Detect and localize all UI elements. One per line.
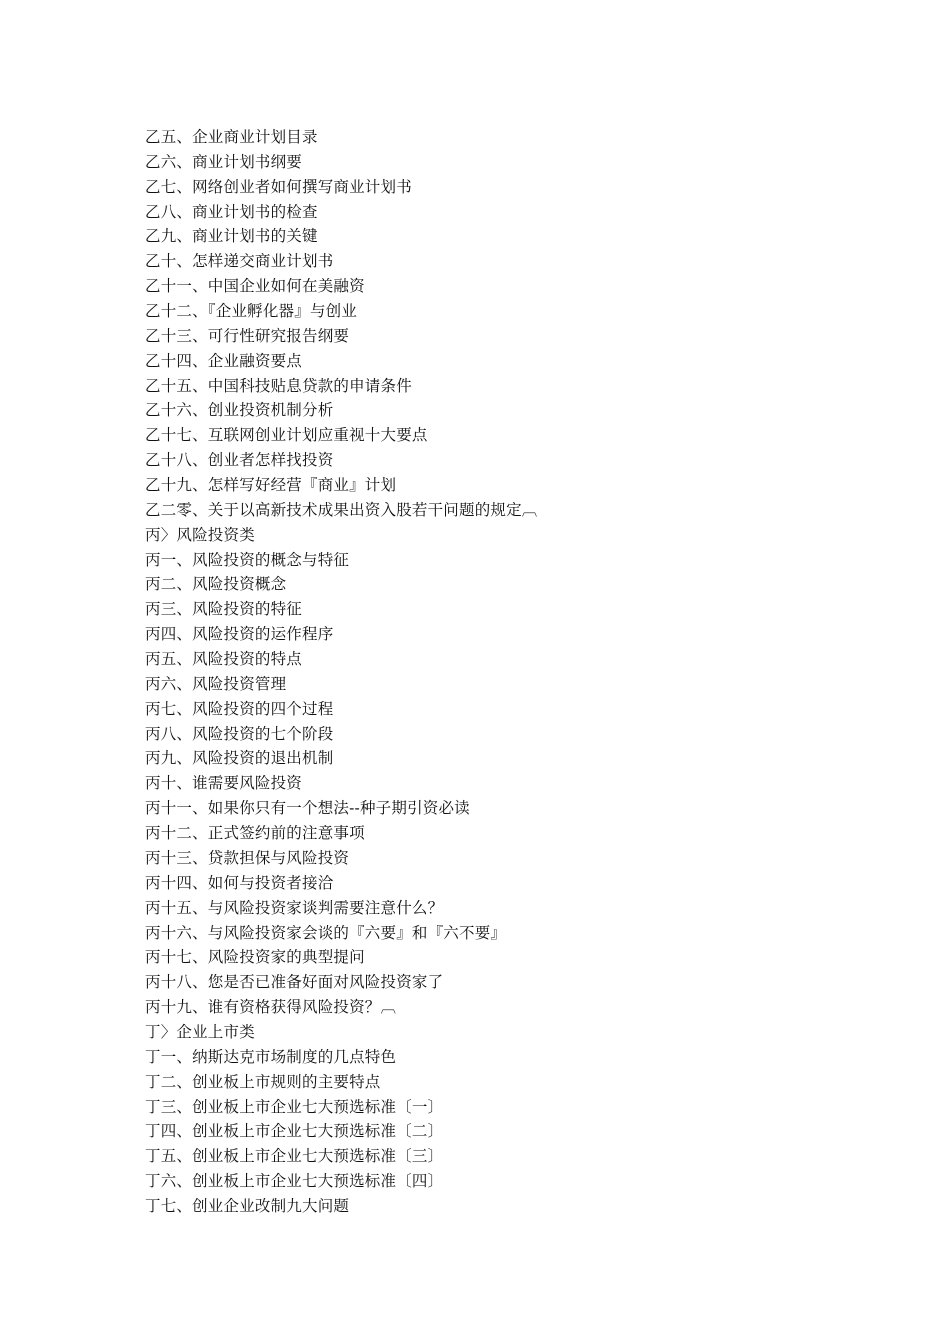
toc-line: 乙六、商业计划书纲要 [145, 152, 303, 171]
toc-line: 丙一、风险投资的概念与特征 [145, 550, 350, 569]
toc-line: 丁六、创业板上市企业七大预选标准〔四〕 [145, 1172, 444, 1191]
toc-line: 丁二、创业板上市规则的主要特点 [145, 1072, 381, 1091]
toc-line: 丙四、风险投资的运作程序 [145, 625, 334, 644]
toc-line: 丁一、纳斯达克市场制度的几点特色 [145, 1047, 397, 1066]
section-heading: 丁〉企业上市类 [145, 1022, 255, 1041]
toc-line: 丙八、风险投资的七个阶段 [145, 724, 334, 743]
toc-line: 丙十六、与风险投资家会谈的『六要』和『六不要』 [145, 923, 507, 942]
toc-line: 乙十八、创业者怎样找投资 [145, 451, 334, 470]
toc-line: 丙二、风险投资概念 [145, 575, 287, 594]
toc-line: 丙十二、正式签约前的注意事项 [145, 824, 365, 843]
toc-line: 丁七、创业企业改制九大问题 [145, 1196, 350, 1215]
toc-line: 乙十一、中国企业如何在美融资 [145, 277, 365, 296]
toc-line: 乙五、企业商业计划目录 [145, 128, 318, 146]
toc-line: 乙十四、企业融资要点 [145, 351, 303, 370]
toc-line: 乙十六、创业投资机制分析 [145, 401, 334, 420]
toc-line: 丙十一、如果你只有一个想法--种子期引资必读 [145, 799, 470, 818]
section-heading: 丙〉风险投资类 [145, 525, 255, 544]
toc-line: 丙十七、风险投资家的典型提问 [145, 948, 365, 967]
toc-line: 丁五、创业板上市企业七大预选标准〔三〕 [145, 1147, 444, 1166]
toc-line: 乙十二、『企业孵化器』与创业 [145, 302, 358, 321]
toc-line: 丙十五、与风险投资家谈判需要注意什么？ [145, 898, 444, 917]
toc-line: 丙七、风险投资的四个过程 [145, 699, 334, 718]
toc-line: 乙二零、关于以高新技术成果出资入股若干问题的规定︹ [145, 500, 538, 519]
toc-line: 丙十四、如何与投资者接洽 [145, 873, 334, 892]
toc-line: 丙十八、您是否已准备好面对风险投资家了 [145, 973, 444, 992]
toc-line: 乙十五、中国科技贴息贷款的申请条件 [145, 376, 412, 395]
toc-line: 乙八、商业计划书的检查 [145, 202, 318, 221]
toc-line: 丙五、风险投资的特点 [145, 650, 303, 669]
document-page [145, 125, 905, 1219]
toc-line: 丙十三、贷款担保与风险投资 [145, 848, 350, 867]
toc-line: 丁三、创业板上市企业七大预选标准〔一〕 [145, 1097, 444, 1116]
toc-line: 乙十七、互联网创业计划应重视十大要点 [145, 426, 428, 445]
toc-line: 乙七、网络创业者如何撰写商业计划书 [145, 177, 412, 196]
toc-line: 乙九、商业计划书的关键 [145, 227, 318, 246]
toc-line: 丁四、创业板上市企业七大预选标准〔二〕 [145, 1122, 444, 1141]
toc-line: 丙六、风险投资管理 [145, 674, 287, 693]
toc-line: 乙十三、可行性研究报告纲要 [145, 326, 350, 345]
toc-line: 乙十、怎样递交商业计划书 [145, 252, 334, 271]
toc-line: 丙十、谁需要风险投资 [145, 774, 303, 793]
toc-line: 丙九、风险投资的退出机制 [145, 749, 334, 768]
toc-line: 丙三、风险投资的特征 [145, 600, 303, 619]
toc-line: 乙十九、怎样写好经营『商业』计划 [145, 476, 397, 495]
toc-line: 丙十九、谁有资格获得风险投资？︹ [145, 998, 397, 1017]
